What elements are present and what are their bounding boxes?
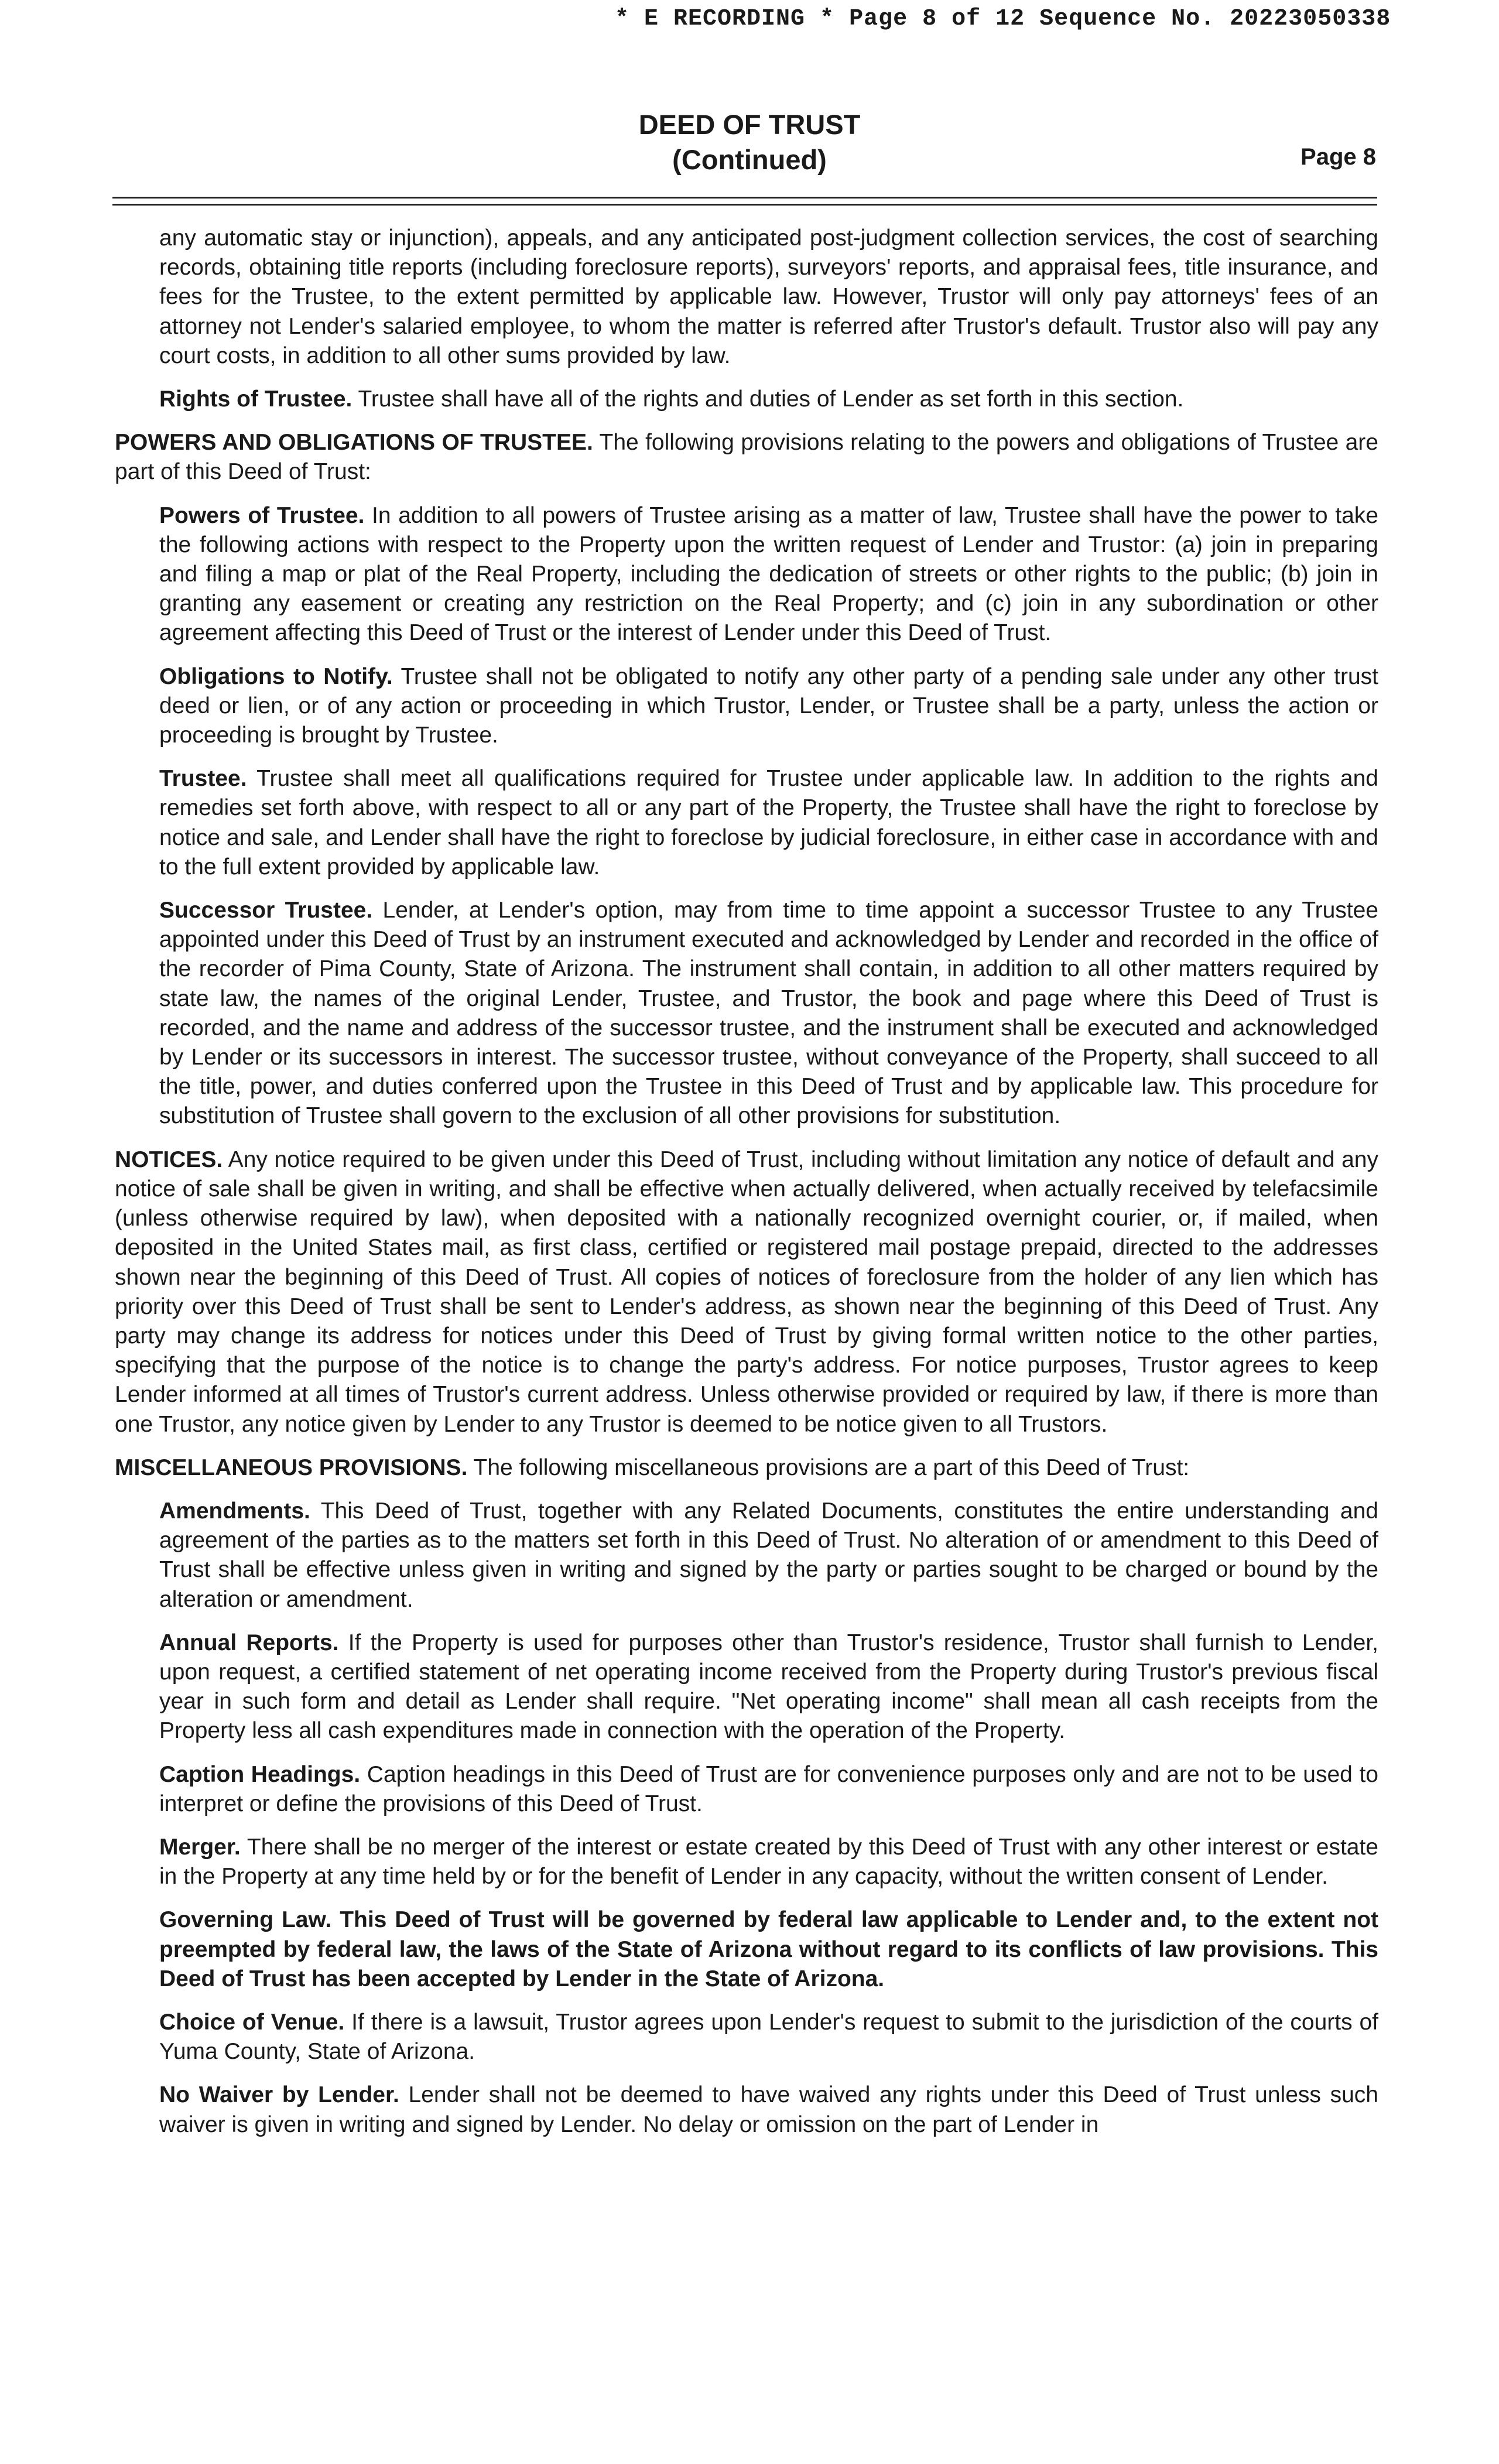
- paragraph-obligations-to-notify: [115, 662, 1378, 751]
- section-miscellaneous: [115, 1453, 1378, 1483]
- paragraph-governing-law: [115, 1905, 1378, 1994]
- text-miscellaneous: The following miscellaneous provisions are a part of this Deed of Trust:: [467, 1455, 1190, 1480]
- paragraph-successor-trustee: [115, 896, 1378, 1131]
- heading-successor-trustee: Successor Trustee.: [159, 898, 373, 923]
- text-governing-law: This Deed of Trust will be governed by federal law applicable to Lender and, to the extent not preempted by federal law, the laws of the State of Arizona without regard to its conflicts of law provisions. This Deed of Trust has been accepted by Lender in the State of Arizona.: [159, 1907, 1379, 1991]
- heading-trustee: Trustee.: [159, 766, 247, 792]
- heading-choice-of-venue: Choice of Venue.: [159, 2009, 345, 2035]
- heading-governing-law: Governing Law.: [159, 1907, 332, 1933]
- header-rule-bottom: [112, 204, 1377, 206]
- paragraph-merger: [115, 1833, 1378, 1891]
- text-obligations-to-notify: Trustee shall not be obligated to notify any other party of a pending sale under any other trust deed or lien, or of any action or proceeding in which Trustor, Lender, or Trustee shall be a party, unless the action or proceeding is brought by Trustee.: [159, 663, 1378, 748]
- paragraph-trustee: [115, 764, 1378, 882]
- paragraph-no-waiver: [115, 2080, 1378, 2139]
- heading-rights-of-trustee: Rights of Trustee.: [159, 386, 352, 412]
- text-no-waiver: Lender shall not be deemed to have waived any rights under this Deed of Trust unless such waiver is given in writing and signed by Lender. No delay or omission on the part of Lender in: [159, 2082, 1378, 2137]
- text-trustee: Trustee shall meet all qualifications required for Trustee under applicable law. In addition to the rights and remedies set forth above, with respect to all or any part of the Property, the Trustee shall have the right to foreclose by notice and sale, and Lender shall have the right to foreclose by judicial foreclosure, in either case in accordance with and to the full extent provided by applicable law.: [159, 766, 1378, 879]
- heading-no-waiver: No Waiver by Lender.: [159, 2082, 399, 2108]
- heading-powers-of-trustee: Powers of Trustee.: [159, 502, 365, 528]
- paragraph-amendments: [115, 1497, 1378, 1614]
- text-merger: There shall be no merger of the interest or estate created by this Deed of Trust with any other interest or estate in the Property at any time held by or for the benefit of Lender in any capacity, without the written consent of Lender.: [159, 1834, 1378, 1890]
- heading-miscellaneous: MISCELLANEOUS PROVISIONS.: [115, 1455, 468, 1480]
- heading-amendments: Amendments.: [159, 1498, 310, 1524]
- heading-caption-headings: Caption Headings.: [159, 1761, 361, 1787]
- paragraph-caption-headings: [115, 1760, 1378, 1819]
- header-rule-top: [112, 197, 1377, 199]
- text-powers-and-obligations: The following provisions relating to the powers and obligations of Trustee are part of this Deed of Trust:: [115, 430, 1378, 485]
- text-choice-of-venue: If there is a lawsuit, Trustor agrees upon Lender's request to submit to the jurisdiction of the courts of Yuma County, State of Arizona.: [159, 2009, 1379, 2065]
- heading-powers-and-obligations: POWERS AND OBLIGATIONS OF TRUSTEE.: [115, 430, 593, 456]
- document-title-block: [527, 107, 972, 177]
- page-number: Page 8: [1300, 144, 1376, 170]
- paragraph-powers-of-trustee: [115, 501, 1378, 648]
- text-amendments: This Deed of Trust, together with any Related Documents, constitutes the entire understanding and agreement of the parties as to the matters set forth in this Deed of Trust. No alteration of or amendment to this Deed of Trust shall be effective unless given in writing and signed by the party or parties sought to be charged or bound by the alteration or amendment.: [159, 1498, 1378, 1612]
- paragraph-annual-reports: [115, 1628, 1378, 1746]
- paragraph-rights-of-trustee: [115, 385, 1378, 414]
- text-annual-reports: If the Property is used for purposes other than Trustor's residence, Trustor shall furnish to Lender, upon request, a certified statement of net operating income received from the Property during Trustor's previous fiscal year in such form and detail as Lender shall require. "Net operating income" shall mean all cash receipts from the Property less all cash expenditures made in connection with the operation of the Property.: [159, 1630, 1378, 1744]
- heading-obligations-to-notify: Obligations to Notify.: [159, 663, 393, 689]
- text-notices: Any notice required to be given under this Deed of Trust, including without limitation any notice of default and any notice of sale shall be given in writing, and shall be effective when actually delivered, when actually received by telefacsimile (unless otherwise required by law), when deposited with a nationally recognized overnight courier, or, if mailed, when deposited in the United States mail, as first class, certified or registered mail postage prepaid, directed to the addresses shown near the beginning of this Deed of Trust. All copies of notices of foreclosure from the holder of any lien which has priority over this Deed of Trust shall be sent to Lender's address, as shown near the beginning of this Deed of Trust. Any party may change its address for notices under this Deed of Trust by giving formal written notice to the other parties, specifying that the purpose of the notice is to change the party's address. For notice purposes, Trustor agrees to keep Lender informed at all times of Trustor's current address. Unless otherwise provided or required by law, if there is more than one Trustor, any notice given by Lender to any Trustor is deemed to be notice given to all Trustors.: [115, 1147, 1378, 1437]
- text-successor-trustee: Lender, at Lender's option, may from time to time appoint a successor Trustee to any Trustee appointed under this Deed of Trust by an instrument executed and acknowledged by Lender and recorded in the office of the recorder of Pima County, State of Arizona. The instrument shall contain, in addition to all other matters required by state law, the names of the original Lender, Trustee, and Trustor, the book and page where this Deed of Trust is recorded, and the name and address of the successor trustee, and the instrument shall be executed and acknowledged by Lender or its successors in interest. The successor trustee, without conveyance of the Property, shall succeed to all the title, power, and duties conferred upon the Trustee in this Deed of Trust and by applicable law. This procedure for substitution of Trustee shall govern to the exclusion of all other provisions for substitution.: [159, 898, 1378, 1129]
- document-body: [115, 224, 1378, 2154]
- recording-stamp: * E RECORDING * Page 8 of 12 Sequence No. 20223050338: [615, 6, 1391, 32]
- section-notices: [115, 1145, 1378, 1439]
- document-title: DEED OF TRUST: [638, 109, 861, 140]
- text-caption-headings: Caption headings in this Deed of Trust are for convenience purposes only and are not to be used to interpret or define the provisions of this Deed of Trust.: [159, 1761, 1378, 1816]
- paragraph-attorney-fees: any automatic stay or injunction), appeals, and any anticipated post-judgment collection services, the cost of searching records, obtaining title reports (including foreclosure reports), surveyors' reports, and appraisal fees, title insurance, and fees for the Trustee, to the extent permitted by applicable law. However, Trustor will only pay attorneys' fees of an attorney not Lender's salaried employee, to whom the matter is referred after Trustor's default. Trustor also will pay any court costs, in addition to all other sums provided by law.: [159, 225, 1378, 368]
- section-powers-and-obligations: [115, 428, 1378, 487]
- text-powers-of-trustee: In addition to all powers of Trustee arising as a matter of law, Trustee shall have the power to take the following actions with respect to the Property upon the written request of Lender and Trustor: (a) join in preparing and filing a map or plat of the Real Property, including the dedication of streets or other rights to the public; (b) join in granting any easement or creating any restriction on the Real Property; and (c) join in any subordination or other agreement affecting this Deed of Trust or the interest of Lender under this Deed of Trust.: [159, 502, 1378, 646]
- heading-annual-reports: Annual Reports.: [159, 1630, 339, 1655]
- document-subtitle: (Continued): [672, 144, 827, 175]
- heading-notices: NOTICES.: [115, 1147, 223, 1172]
- paragraph-choice-of-venue: [115, 2008, 1378, 2066]
- text-rights-of-trustee: Trustee shall have all of the rights and duties of Lender as set forth in this section.: [352, 386, 1184, 412]
- heading-merger: Merger.: [159, 1834, 241, 1860]
